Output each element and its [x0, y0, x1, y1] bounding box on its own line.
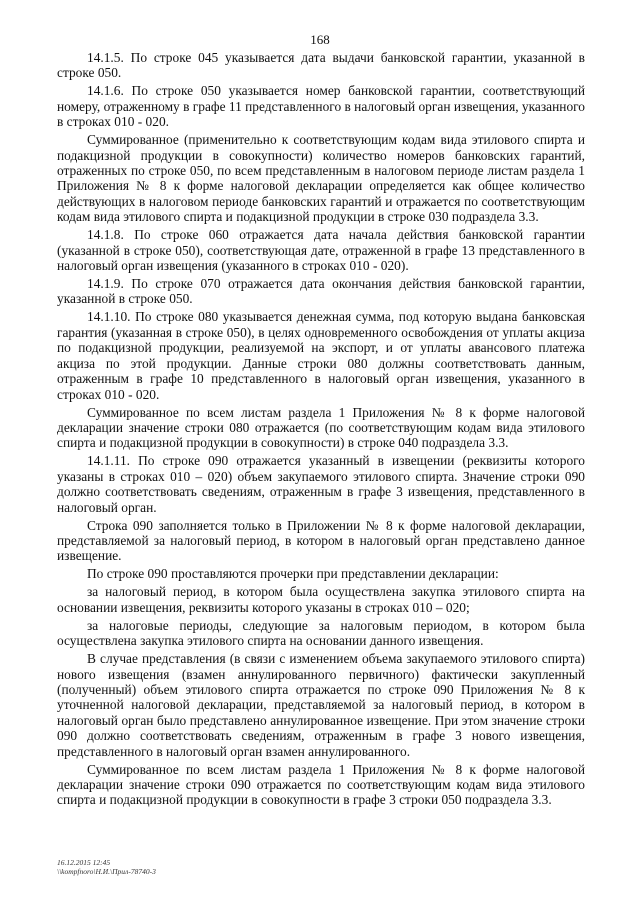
paragraph-14-1-9: 14.1.9. По строке 070 отражается дата окончания действия банковской гарантии, указанной в строке 050. — [57, 276, 585, 307]
paragraph-14-1-11: 14.1.11. По строке 090 отражается указанный в извещении (реквизиты которого указаны в строках 010 – 020) объем закупаемого этилового спирта. Значение строки 090 должно соответствовать сведениям, отраженным в графе 3 извещения, представленного в налоговый орган. — [57, 453, 585, 515]
paragraph-14-1-8: 14.1.8. По строке 060 отражается дата начала действия банковской гарантии (указанной в строке 050), соответствующая дате, отраженной в графе 13 представленного в налоговый орган извещения (указанного в строках 010 - 020). — [57, 227, 585, 274]
paragraph-new-notice: В случае представления (в связи с изменением объема закупаемого этилового спирта) нового извещения (взамен аннулированного первичного) фактически закупленный (полученный) объем этилового спирта отражается по строке 090 Приложения № 8 к уточненной налоговой декларации, представляемой за налоговый период, в котором в налоговый орган было представлено аннулированное извещение. При этом значение строки 090 должно соответствовать сведениям, отраженным в графе 3 нового извещения, представленного в налоговый орган взамен аннулированного. — [57, 651, 585, 759]
document-body — [57, 50, 585, 810]
footer-file-path: \\kompfnoro\Н.И.\Прил-78740-3 — [57, 867, 156, 876]
paragraph-14-1-10: 14.1.10. По строке 080 указывается денежная сумма, под которую выдана банковская гарантия (указанная в строке 050), в целях одновременного освобождения от уплаты акциза по подакцизной продукции, реализуемой на экспорт, и от уплаты авансового платежа акциза по этой продукции. Данные строки 080 должны соответствовать данным, отраженным в графе 10 представленного в налоговый орган извещения, указанного в строках 010 - 020. — [57, 309, 585, 402]
paragraph-dash-case-2: за налоговые периоды, следующие за налоговым периодом, в котором была осуществлена закупка этилового спирта на основании данного извещения. — [57, 617, 585, 649]
paragraph-14-1-6: 14.1.6. По строке 050 указывается номер банковской гарантии, соответствующий номеру, отраженному в графе 11 представленного в налоговый орган извещения, указанного в строках 010 - 020. — [57, 83, 585, 130]
paragraph-dash-case-1: за налоговый период, в котором была осуществлена закупка этилового спирта на основании извещения, реквизиты которого указаны в строках 010 – 020; — [57, 584, 585, 615]
paragraph-line-090-filled: Строка 090 заполняется только в Приложении № 8 к форме налоговой декларации, представляемой за налоговый период, в котором в налоговый орган представлено данное извещение. — [57, 517, 585, 564]
footer-timestamp: 16.12.2015 12:45 — [57, 858, 111, 867]
paragraph-bank-guarantee-count: Суммированное (применительно к соответствующим кодам вида этилового спирта и подакцизной продукции в совокупности) количество номеров банковских гарантий, отраженных по строке 050, по всем представленным в налоговом периоде листам раздела 1 Приложения № 8 к форме налоговой декларации определяется как общее количество действующих в налоговом периоде банковских гарантий и отражается по соответствующим кодам вида этилового спирта и подакцизной продукции в строке 030 подраздела 3.3. — [57, 132, 585, 225]
paragraph-line-090-dashes: По строке 090 проставляются прочерки при представлении декларации: — [87, 566, 499, 582]
document-footer — [57, 858, 156, 876]
paragraph-line-080-sum: Суммированное по всем листам раздела 1 Приложения № 8 к форме налоговой декларации значение строки 080 отражается (по соответствующим кодам вида этилового спирта и подакцизной продукции в совокупности) в строке 040 подраздела 3.3. — [57, 404, 585, 451]
paragraph-14-1-5: 14.1.5. По строке 045 указывается дата выдачи банковской гарантии, указанной в строке 050. — [57, 50, 585, 81]
paragraph-line-090-sum: Суммированное по всем листам раздела 1 Приложения № 8 к форме налоговой декларации значение строки 090 отражается по соответствующим кодам вида этилового спирта и подакцизной продукции в совокупности в графе 3 строки 050 подраздела 3.3. — [57, 761, 585, 808]
page-number: 168 — [310, 32, 330, 47]
